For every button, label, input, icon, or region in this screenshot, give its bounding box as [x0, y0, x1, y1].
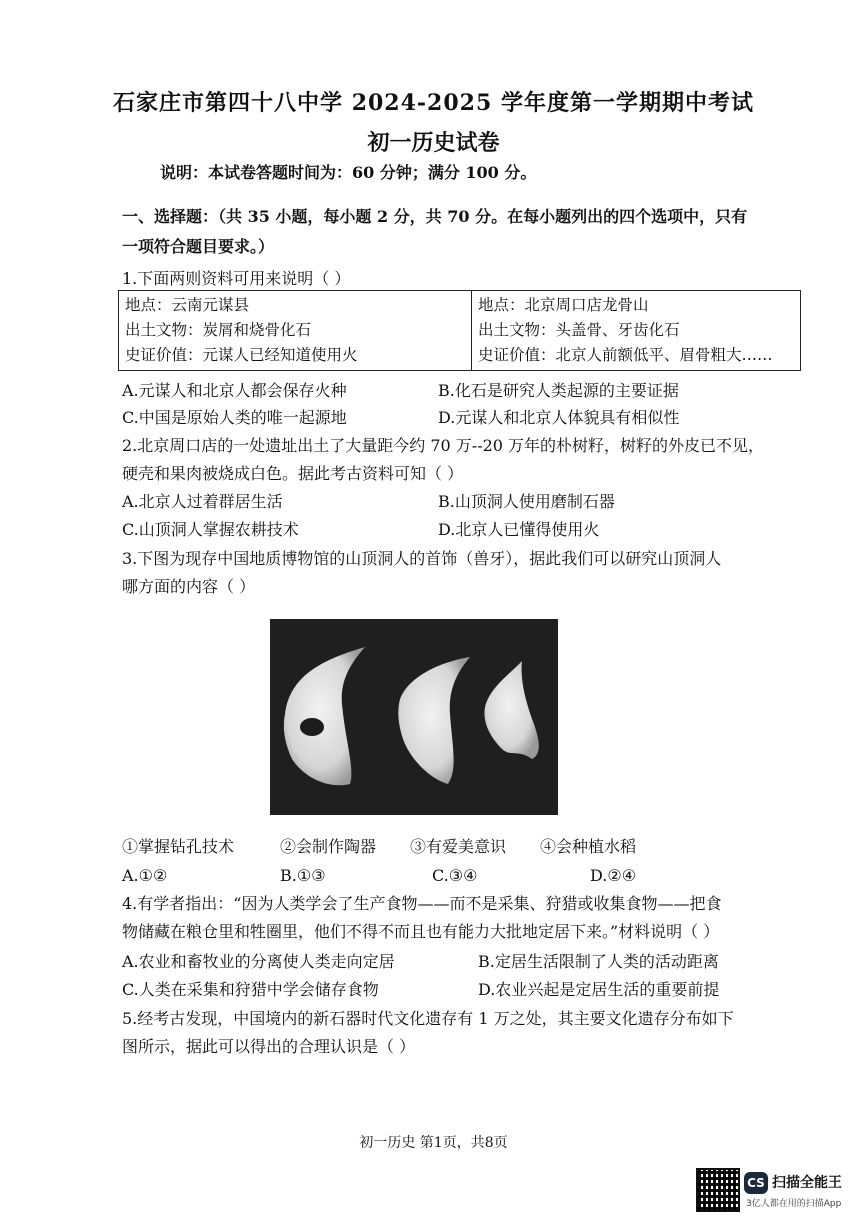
- q2-option-a: A.北京人过着群居生活: [122, 492, 283, 511]
- q3-item-2: ②会制作陶器: [280, 837, 377, 856]
- q2-option-c: C.山顶洞人掌握农耕技术: [122, 520, 299, 539]
- q1-option-b: B.化石是研究人类起源的主要证据: [438, 381, 679, 400]
- q2-option-d: D.北京人已懂得使用火: [438, 520, 600, 539]
- q3-option-a: A.①②: [122, 866, 168, 885]
- q4-option-b: B.定居生活限制了人类的活动距离: [478, 952, 719, 971]
- exam-note: 说明：本试卷答题时间为：60 分钟；满分 100 分。: [160, 163, 537, 182]
- scanner-app-name: 扫描全能王: [772, 1175, 842, 1191]
- tooth-illustration: [270, 619, 558, 815]
- page-footer: 初一历史 第1页，共8页: [359, 1135, 508, 1151]
- q1-left-row: 出土文物：炭屑和烧骨化石: [125, 321, 312, 339]
- q1-option-a: A.元谋人和北京人都会保存火种: [122, 381, 347, 400]
- q5-stem-line1: 5.经考古发现，中国境内的新石器时代文化遗存有 1 万之处，其主要文化遗存分布如下: [122, 1009, 734, 1028]
- q4-option-a: A.农业和畜牧业的分离使人类走向定居: [122, 952, 395, 971]
- q2-option-b: B.山顶洞人使用磨制石器: [438, 492, 615, 511]
- q3-option-d: D.②④: [590, 866, 637, 885]
- exam-title: 石家庄市第四十八中学 2024-2025 学年度第一学期期中考试: [113, 90, 754, 116]
- q3-item-1: ①掌握钻孔技术: [122, 837, 235, 856]
- q2-stem-line2: 硬壳和果肉被烧成白色。据此考古资料可知（ ）: [122, 464, 464, 483]
- q1-option-d: D.元谋人和北京人体貌具有相似性: [438, 408, 680, 427]
- q1-table-left: [119, 291, 472, 371]
- q4-stem-line2: 物储藏在粮仓里和牲圈里，他们不得不而且也有能力大批地定居下来。”材料说明（ ）: [122, 922, 720, 941]
- scanner-app-slogan: 3亿人都在用的扫描App: [746, 1199, 842, 1209]
- q1-right-row: 出土文物：头盖骨、牙齿化石: [478, 321, 680, 339]
- q3-stem-line1: 3.下图为现存中国地质博物馆的山顶洞人的首饰（兽牙），据此我们可以研究山顶洞人: [122, 549, 722, 568]
- tooth-1: [284, 647, 365, 785]
- q5-stem-line2: 图所示，据此可以得出的合理认识是（ ）: [122, 1037, 416, 1056]
- camscanner-logo-icon: CS: [744, 1172, 768, 1194]
- q1-table-right: [472, 291, 801, 371]
- q4-option-d: D.农业兴起是定居生活的重要前提: [478, 980, 720, 999]
- q1-stem: 1.下面两则资料可用来说明（ ）: [122, 269, 351, 288]
- q4-option-c: C.人类在采集和狩猎中学会储存食物: [122, 980, 379, 999]
- q1-left-row: 史证价值：元谋人已经知道使用火: [125, 346, 358, 364]
- q1-info-table: [118, 290, 801, 371]
- q1-option-c: C.中国是原始人类的唯一起源地: [122, 408, 347, 427]
- section-heading-line2: 一项符合题目要求。）: [122, 237, 275, 256]
- tooth-3: [484, 661, 538, 759]
- q1-right-row: 地点：北京周口店龙骨山: [478, 296, 649, 314]
- drilled-hole: [300, 718, 324, 736]
- q3-item-4: ④会种植水稻: [540, 837, 637, 856]
- q1-right-row: 史证价值：北京人前额低平、眉骨粗大……: [478, 346, 773, 364]
- q2-stem-line1: 2.北京周口店的一处遗址出土了大量距今约 70 万--20 万年的朴树籽，树籽的外皮已不见，: [122, 436, 765, 455]
- exam-subtitle: 初一历史试卷: [367, 130, 500, 156]
- q3-item-3: ③有爱美意识: [410, 837, 507, 856]
- q3-option-c: C.③④: [432, 866, 478, 885]
- q4-stem-line1: 4.有学者指出：“因为人类学会了生产食物——而不是采集、狩猎或收集食物——把食: [122, 894, 722, 913]
- q3-stem-line2: 哪方面的内容（ ）: [122, 577, 256, 596]
- tooth-2: [398, 657, 470, 784]
- section-heading-line1: 一、选择题：（共 35 小题，每小题 2 分，共 70 分。在每小题列出的四个选项中，只有: [122, 207, 748, 226]
- qr-code-icon: [696, 1168, 740, 1212]
- animal-tooth-ornaments-photo: [270, 619, 558, 815]
- q1-left-row: 地点：云南元谋县: [125, 296, 250, 314]
- q3-option-b: B.①③: [280, 866, 326, 885]
